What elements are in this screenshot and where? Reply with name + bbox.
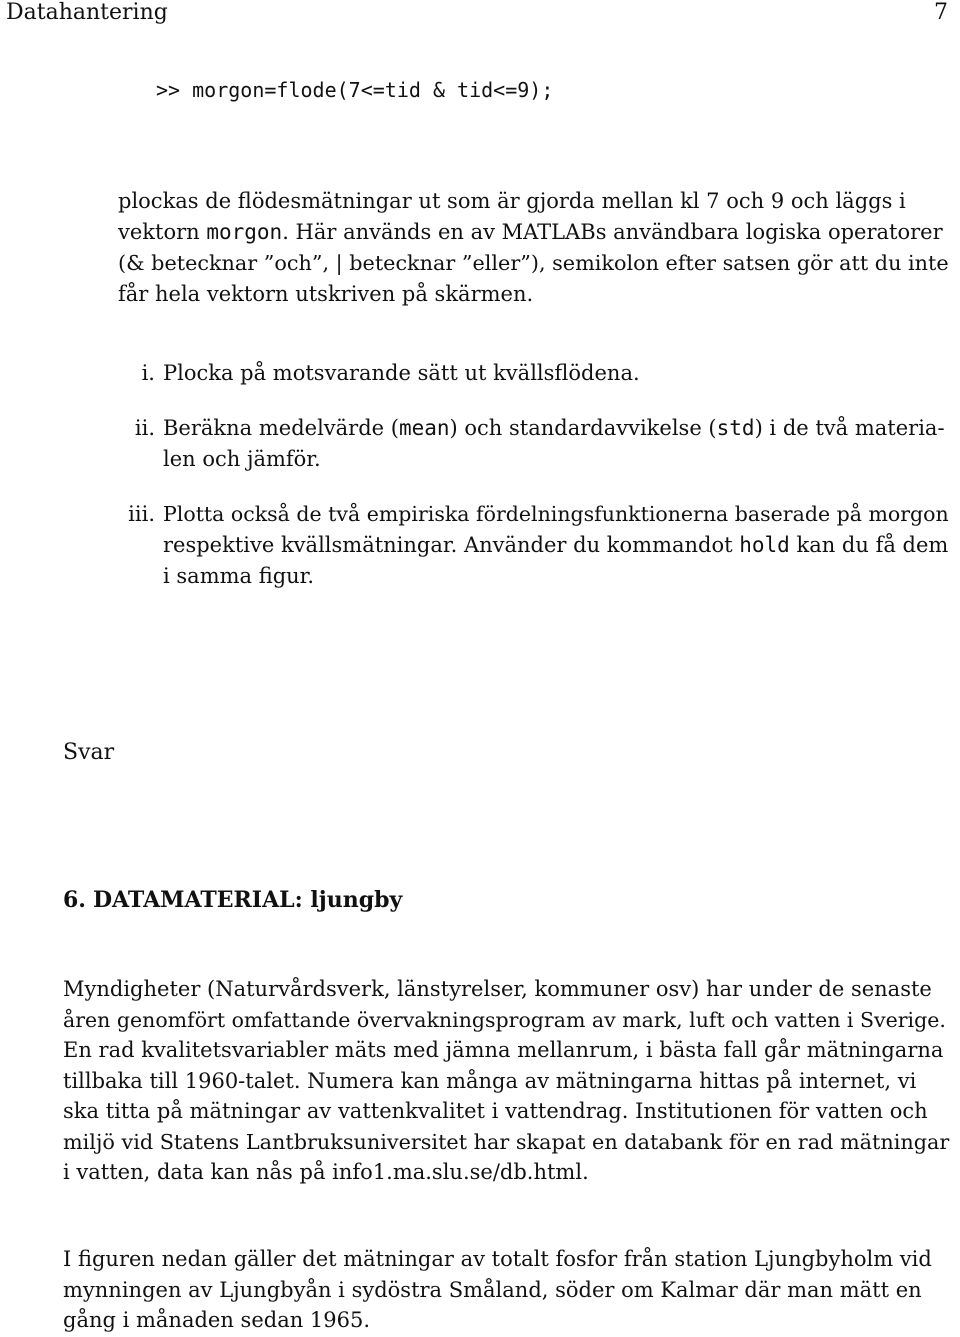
paragraph-line: I figuren nedan gäller det mätningar av totalt fosfor från station Ljungbyholm vid — [63, 1247, 932, 1271]
item-number: iii. — [128, 502, 155, 526]
item-text — [163, 533, 948, 557]
answer-label: Svar — [63, 740, 115, 765]
intro-line: (& betecknar ”och”, | betecknar ”eller”), semikolon efter satsen gör att du inte — [118, 251, 949, 275]
item-text: len och jämför. — [163, 447, 321, 471]
item-number: ii. — [134, 416, 155, 440]
item-number: i. — [141, 361, 155, 385]
inline-code: mean — [398, 416, 450, 440]
item-text: i samma figur. — [163, 564, 315, 588]
code-snippet: >> morgon=flode(7<=tid & tid<=9); — [156, 78, 554, 102]
page-number: 7 — [934, 0, 948, 25]
item-text-part: ) och standardavvikelse ( — [449, 416, 717, 440]
paragraph-line: Myndigheter (Naturvårdsverk, länstyrelser, kommuner osv) har under de senaste — [63, 977, 932, 1001]
paragraph-line: mynningen av Ljungbyån i sydöstra Småland, söder om Kalmar där man mätt en — [63, 1278, 922, 1302]
paragraph-line: gång i månaden sedan 1965. — [63, 1308, 371, 1332]
section-title: DATAMATERIAL: ljungby — [92, 887, 403, 913]
intro-text: vektorn — [118, 220, 207, 244]
paragraph-line: miljö vid Statens Lantbruksuniversitet har skapat en databank för en rad mätningar — [63, 1130, 950, 1154]
paragraph-line: tillbaka till 1960-talet. Numera kan många av mätningarna hittas på internet, vi — [63, 1069, 917, 1093]
paragraph-line: i vatten, data kan nås på info1.ma.slu.se/db.html. — [63, 1160, 589, 1184]
item-text-part: respektive kvällsmätningar. Använder du kommandot — [163, 533, 740, 557]
inline-code: std — [716, 416, 755, 440]
inline-code: hold — [739, 533, 790, 557]
item-text — [163, 416, 945, 440]
paragraph-line: ska titta på mätningar av vattenkvalitet i vattendrag. Institutionen för vatten och — [63, 1099, 928, 1123]
item-text-part: ) i de två materia- — [754, 416, 945, 440]
item-text: Plotta också de två empiriska fördelningsfunktionerna baserade på morgon — [163, 502, 949, 526]
item-text-part: Beräkna medelvärde ( — [163, 416, 399, 440]
section-number: 6. — [63, 887, 86, 913]
running-header-title: Datahantering — [6, 0, 168, 25]
intro-line: får hela vektorn utskriven på skärmen. — [118, 282, 534, 306]
item-text: Plocka på motsvarande sätt ut kvällsflödena. — [163, 361, 640, 385]
intro-line — [118, 220, 943, 244]
intro-line: plockas de flödesmätningar ut som är gjorda mellan kl 7 och 9 och läggs i — [118, 189, 906, 213]
inline-code: morgon — [206, 220, 283, 244]
paragraph-line: En rad kvalitetsvariabler mäts med jämna mellanrum, i bästa fall går mätningarna — [63, 1038, 944, 1062]
intro-text: . Här används en av MATLABs användbara logiska operatorer — [282, 220, 943, 244]
section-heading — [63, 887, 402, 913]
item-text-part: kan du få dem — [789, 533, 949, 557]
paragraph-line: åren genomfört omfattande övervakningsprogram av mark, luft och vatten i Sverige. — [63, 1008, 946, 1032]
